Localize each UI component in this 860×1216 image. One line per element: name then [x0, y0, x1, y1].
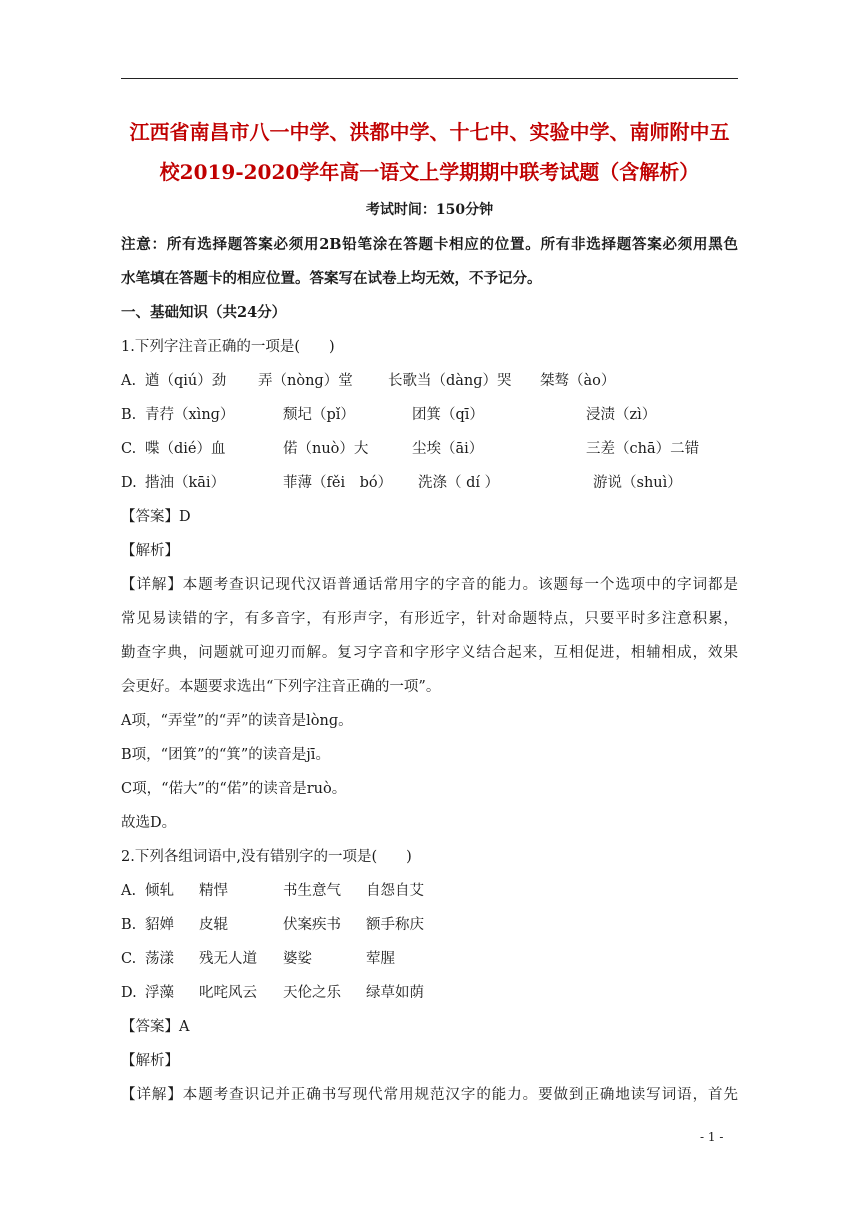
answer-line: 【答案】D: [121, 509, 191, 525]
option-label: D.: [121, 475, 137, 491]
option-item: 喋（dié）血: [145, 441, 226, 457]
option-item: 三差（chā）二错: [586, 441, 700, 457]
option-label: C.: [121, 951, 137, 967]
option-item: 荤腥: [366, 951, 395, 967]
notice-line: 水笔填在答题卡的相应位置。答案写在试卷上均无效，不予记分。: [121, 270, 542, 287]
option-item: 桀骜（ào）: [540, 373, 616, 389]
option-item: 遒（qiú）劲: [145, 373, 227, 389]
option-item: 皮辊: [199, 917, 228, 933]
analysis-label: 【解析】: [121, 543, 179, 559]
option-item: 天伦之乐: [283, 985, 341, 1001]
option-item: 荡漾: [145, 951, 174, 967]
option-item: 绿草如荫: [366, 985, 424, 1001]
option-item: 叱咤风云: [199, 985, 257, 1001]
document-title-line2: 校2019-2020学年高一语文上学期期中联考试题（含解析）: [159, 160, 700, 184]
option-label: B.: [121, 407, 137, 423]
note-line: B项，“团箕”的“箕”的读音是jī。: [121, 747, 330, 763]
answer-line: 【答案】A: [121, 1019, 190, 1035]
page-number: - 1 -: [700, 1130, 724, 1144]
detail-line: 会更好。本题要求选出“下列字注音正确的一项”。: [121, 679, 441, 695]
document-title-line1: 江西省南昌市八一中学、洪都中学、十七中、实验中学、南师附中五: [129, 120, 730, 144]
analysis-label: 【解析】: [121, 1053, 179, 1069]
option-item: 伏案疾书: [283, 917, 341, 933]
option-item: 浮藻: [145, 985, 174, 1001]
header-rule: [121, 78, 738, 79]
option-item: 残无人道: [199, 951, 257, 967]
option-label: B.: [121, 917, 137, 933]
option-item: 尘埃（āi）: [412, 441, 484, 457]
option-item: 长歌当（dànɡ）哭: [388, 373, 512, 389]
option-item: 青荇（xìnɡ）: [145, 407, 235, 423]
notice-line: 注意：所有选择题答案必须用2B铅笔涂在答题卡相应的位置。所有非选择题答案必须用黑色: [121, 236, 738, 253]
detail-line: 【详解】本题考查识记并正确书写现代常用规范汉字的能力。要做到正确地读写词语，首先: [121, 1087, 738, 1103]
option-item: 游说（shuì）: [593, 475, 682, 491]
option-item: 额手称庆: [366, 917, 424, 933]
section-heading: 一、基础知识（共24分）: [121, 304, 287, 321]
option-item: 菲薄（fěi bó）: [283, 475, 393, 491]
option-item: 书生意气: [283, 883, 341, 899]
option-item: 偌（nuò）大: [283, 441, 369, 457]
detail-line: 勤查字典，问题就可迎刃而解。复习字音和字形字义结合起来，互相促进，相辅相成，效果: [121, 645, 738, 661]
option-item: 揩油（kāi）: [145, 475, 226, 491]
option-label: D.: [121, 985, 137, 1001]
option-item: 团箕（qī）: [412, 407, 484, 423]
option-label: A.: [121, 883, 137, 899]
question-stem: 2.下列各组词语中,没有错别字的一项是( ): [121, 849, 412, 865]
option-item: 弄（nònɡ）堂: [258, 373, 353, 389]
option-label: A.: [121, 373, 137, 389]
option-item: 颓圮（pǐ）: [283, 407, 355, 423]
question-stem: 1.下列字注音正确的一项是( ): [121, 339, 335, 355]
note-line: 故选D。: [121, 815, 177, 831]
exam-time: 考试时间：150分钟: [365, 202, 494, 218]
option-item: 洗涤（ dí ）: [418, 475, 500, 491]
option-item: 自怨自艾: [366, 883, 424, 899]
option-label: C.: [121, 441, 137, 457]
option-item: 倾轧: [145, 883, 174, 899]
option-item: 浸渍（zì）: [586, 407, 657, 423]
option-item: 貂婵: [145, 917, 174, 933]
note-line: A项，“弄堂”的“弄”的读音是lònɡ。: [121, 713, 353, 729]
detail-line: 常见易读错的字，有多音字，有形声字，有形近字，针对命题特点，只要平时多注意积累，: [121, 611, 738, 627]
option-item: 婆娑: [283, 951, 312, 967]
option-item: 精悍: [199, 883, 228, 899]
detail-line: 【详解】本题考查识记现代汉语普通话常用字的字音的能力。该题每一个选项中的字词都是: [121, 577, 738, 593]
note-line: C项，“偌大”的“偌”的读音是ruò。: [121, 781, 347, 797]
